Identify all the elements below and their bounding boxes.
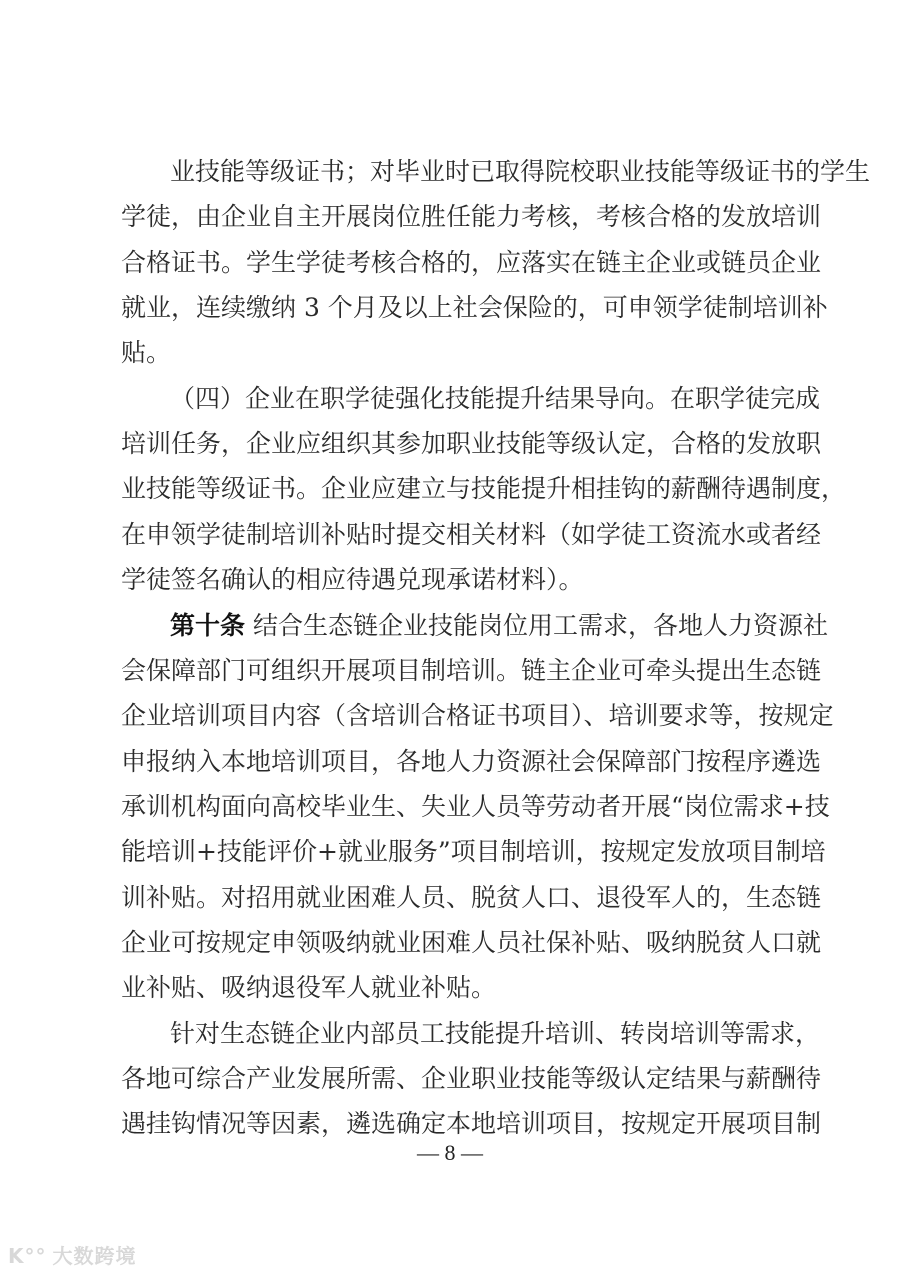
text-line (121, 1062, 822, 1096)
line-text: 业技能等级证书。企业应建立与技能提升相挂钩的薪酬待遇制度， (121, 474, 847, 504)
line-text: 能培训+技能评价+就业服务”项目制培训，按规定发放项目制培 (121, 837, 826, 867)
line-text: 申报纳入本地培训项目，各地人力资源社会保障部门按程序遴选 (121, 746, 822, 776)
watermark (8, 1240, 137, 1269)
text-line (121, 835, 826, 869)
line-text: 遇挂钩情况等因素，遴选确定本地培训项目，按规定开展项目制 (121, 1109, 822, 1139)
article-heading: 第十条 (170, 610, 246, 640)
text-line (121, 563, 786, 597)
text-line (121, 200, 822, 234)
text-line (121, 1107, 822, 1141)
page-number: — 8 — (417, 1140, 483, 1165)
text-line (170, 155, 871, 189)
line-text: 业补贴、吸纳退役军人就业补贴。 (121, 973, 497, 1003)
line-text: 贴。 (121, 338, 172, 368)
text-line (121, 246, 822, 280)
line-text: 合格证书。学生学徒考核合格的，应落实在链主企业或链员企业 (121, 247, 822, 277)
text-line (121, 518, 822, 552)
line-text: 训补贴。对招用就业困难人员、脱贫人口、退役军人的，生态链 (121, 882, 822, 912)
text-line (121, 881, 822, 915)
line-text: 企业可按规定申领吸纳就业困难人员社保补贴、吸纳脱贫人口就 (121, 927, 822, 957)
line-text: 培训任务，企业应组织其参加职业技能等级认定，合格的发放职 (121, 429, 822, 459)
text-line (121, 926, 822, 960)
watermark-logo: K°° (8, 1244, 47, 1268)
line-text: 学徒签名确认的相应待遇兑现承诺材料）。 (121, 565, 584, 595)
line-text: 各地可综合产业发展所需、企业职业技能等级认定结果与薪酬待 (121, 1064, 822, 1093)
text-line (121, 336, 786, 370)
line-text: 企业培训项目内容（含培训合格证书项目）、培训要求等，按规定 (121, 701, 834, 731)
line-text: 业技能等级证书；对毕业时已取得院校职业技能等级证书的学生 (170, 157, 871, 186)
text-line (170, 1017, 821, 1051)
line-text: 在申领学徒制培训补贴时提交相关材料（如学徒工资流水或者经 (121, 519, 822, 549)
watermark-text: 大数跨境 (52, 1244, 137, 1268)
text-line (121, 291, 828, 325)
line-text: 承训机构面向高校毕业生、失业人员等劳动者开展“岗位需求+技 (121, 791, 830, 821)
line-text: 就业，连续缴纳 3 个月及以上社会保险的，可申领学徒制培训补 (121, 293, 828, 323)
line-text: 学徒，由企业自主开展岗位胜任能力考核，考核合格的发放培训 (121, 202, 822, 232)
text-line (170, 609, 829, 643)
text-line (121, 472, 847, 506)
text-line (121, 745, 822, 779)
line-text: （四）企业在职学徒强化技能提升结果导向。在职学徒完成 (170, 383, 821, 413)
text-line (170, 382, 821, 416)
line-text: 结合生态链企业技能岗位用工需求，各地人力资源社 (253, 610, 829, 640)
text-line (121, 699, 834, 733)
line-text: 会保障部门可组织开展项目制培训。链主企业可牵头提出生态链 (121, 655, 822, 685)
line-text: 针对生态链企业内部员工技能提升培训、转岗培训等需求， (170, 1018, 821, 1048)
text-line (121, 427, 822, 461)
text-line (121, 790, 830, 824)
text-line (121, 971, 786, 1005)
text-line (121, 654, 822, 688)
